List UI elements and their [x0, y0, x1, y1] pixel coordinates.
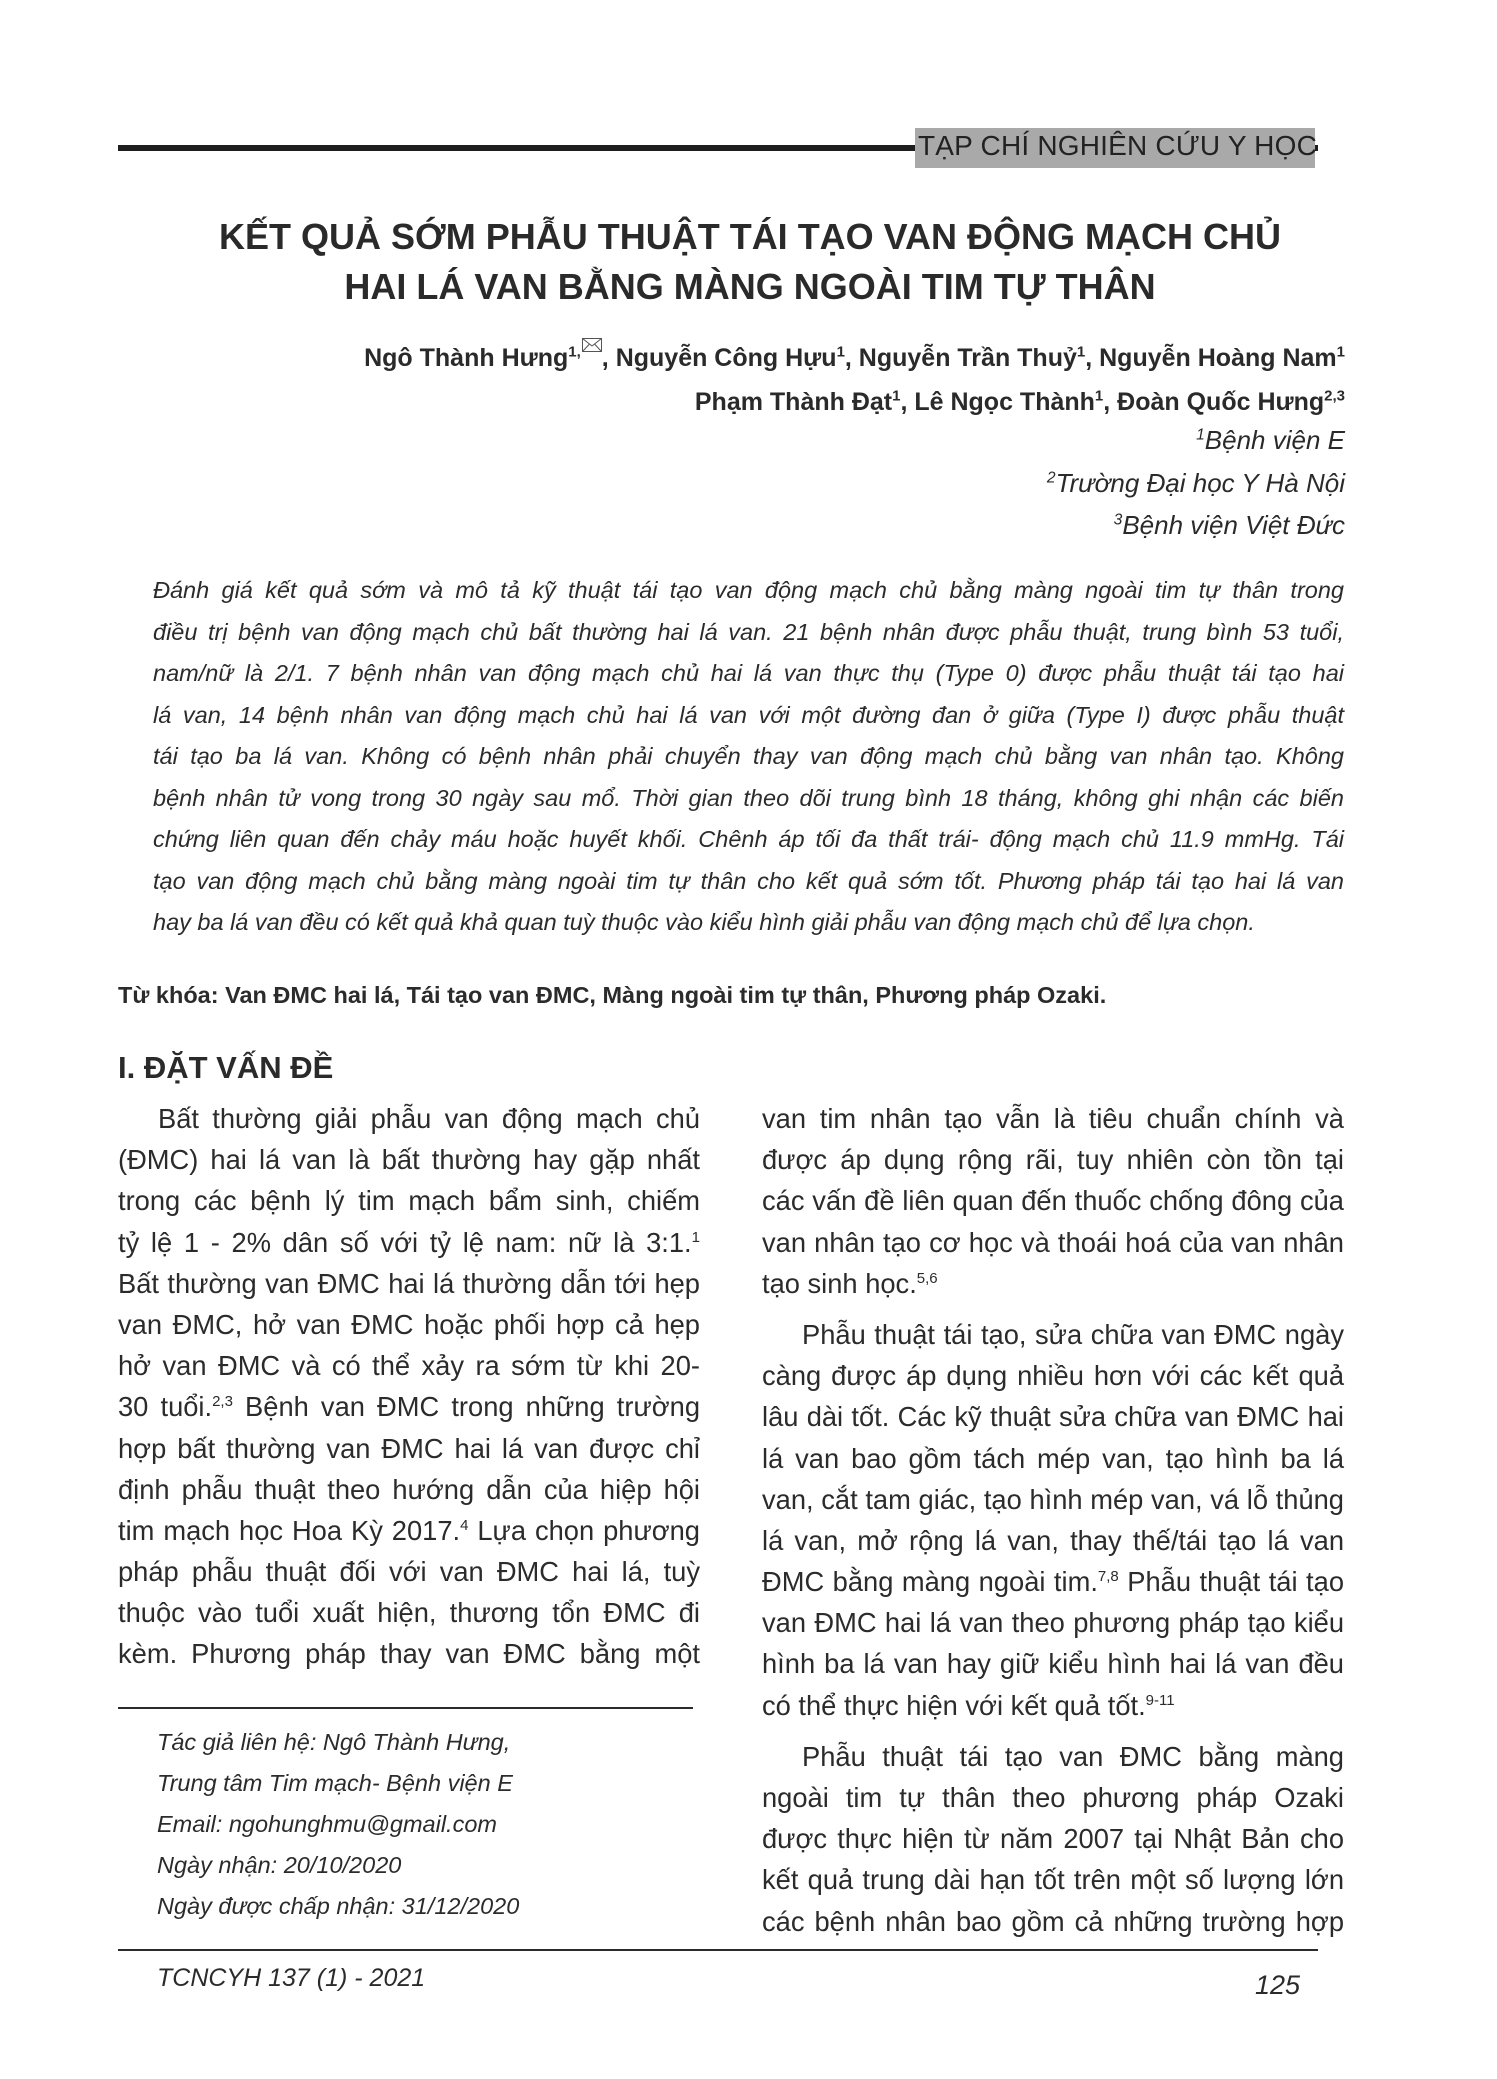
section-heading: I. ĐẶT VẤN ĐỀ — [118, 1050, 334, 1085]
body-line: van ĐMC, hở van ĐMC hoặc phối hợp cả hẹp — [118, 1308, 700, 1340]
body-line: Bất thường giải phẫu van động mạch chủ — [158, 1103, 700, 1134]
authors-line-2 — [695, 388, 1345, 417]
affiliation-name: Trường Đại học Y Hà Nội — [1055, 468, 1345, 498]
abstract-line: nam/nữ là 2/1. 7 bệnh nhân van động mạch chủ hai lá van thực thụ (Type 0) được phẫu thuật tái tạo hai — [153, 660, 1344, 686]
authors-line-1 — [364, 344, 1345, 373]
abstract-line: Đánh giá kết quả sớm và mô tả kỹ thuật tái tạo van động mạch chủ bằng màng ngoài tim tự thân trong — [153, 577, 1344, 603]
body-line: định phẫu thuật theo hướng dẫn của hiệp hội — [118, 1473, 700, 1505]
author-sup: 1, — [568, 343, 581, 361]
author-name: , Nguyễn Công Hựu — [601, 344, 837, 372]
citation-ref: 1 — [691, 1228, 700, 1246]
body-line: van tim nhân tạo vẫn là tiêu chuẩn chính và — [762, 1103, 1344, 1134]
body-line: pháp phẫu thuật đối với van ĐMC hai lá, tuỳ — [118, 1556, 700, 1588]
body-text: Bệnh van ĐMC trong những trường — [232, 1391, 700, 1423]
affiliation — [1196, 425, 1345, 456]
author-name: Phạm Thành Đạt — [694, 388, 893, 416]
body-text: 30 tuổi. — [118, 1391, 213, 1423]
affiliation-sup: 2 — [1046, 469, 1056, 487]
footer-rule — [118, 1949, 1318, 1951]
footnote-received-date: Ngày nhận: 20/10/2020 — [157, 1852, 402, 1878]
author-sup: 1 — [892, 387, 901, 405]
body-line: lá van, mở rộng lá van, thay thế/tái tạo lá van — [762, 1524, 1344, 1556]
affiliation — [1114, 510, 1345, 541]
body-line: van ĐMC hai lá van theo phương pháp tạo kiểu — [762, 1607, 1344, 1639]
body-line — [762, 1263, 1344, 1304]
footnote-line: Tác giả liên hệ: Ngô Thành Hưng, — [157, 1729, 511, 1755]
body-line: ngoài tim tự thân theo phương pháp Ozaki — [762, 1782, 1344, 1813]
citation-ref: 2,3 — [212, 1393, 233, 1411]
abstract-line: chứng liên quan đến chảy máu hoặc huyết khối. Chênh áp tối đa thất trái- động mạch chủ 11.9 mmHg. Tái — [153, 826, 1344, 852]
abstract-line: tái tạo ba lá van. Không có bệnh nhân phải chuyển thay van động mạch chủ bằng van nhân tạo. Không — [153, 743, 1344, 769]
keywords: Từ khóa: Van ĐMC hai lá, Tái tạo van ĐMC, Màng ngoài tim tự thân, Phương pháp Ozaki. — [118, 982, 1107, 1008]
body-line: thuộc vào tuổi xuất hiện, thương tổn ĐMC đi — [118, 1597, 700, 1629]
body-line: van nhân tạo cơ học và thoái hoá của van nhân — [762, 1226, 1344, 1258]
body-line: trong các bệnh lý tim mạch bẩm sinh, chiếm — [118, 1185, 700, 1217]
article-title-line-1: KẾT QUẢ SỚM PHẪU THUẬT TÁI TẠO VAN ĐỘNG MẠCH CHỦ — [219, 216, 1281, 257]
body-text: Lựa chọn phương — [468, 1514, 700, 1546]
body-line: Phẫu thuật tái tạo van ĐMC bằng màng — [802, 1740, 1344, 1772]
body-text: có thể thực hiện với kết quả tốt. — [762, 1689, 1146, 1721]
body-line: (ĐMC) hai lá van là bất thường hay gặp nhất — [118, 1144, 700, 1176]
abstract-line: tạo van động mạch chủ bằng màng ngoài tim tự thân cho kết quả sớm tốt. Phương pháp tái tạo hai lá van — [153, 867, 1344, 894]
body-text: ĐMC bằng màng ngoài tim. — [762, 1566, 1098, 1598]
body-line: kèm. Phương pháp thay van ĐMC bằng một — [118, 1638, 700, 1670]
author-sup: 2,3 — [1324, 387, 1345, 405]
abstract-line: lá van, 14 bệnh nhân van động mạch chủ hai lá van với một đường đan ở giữa (Type I) được phẫu thuật — [153, 701, 1344, 728]
author-sup: 1 — [1336, 343, 1345, 361]
correspondence-footnote — [157, 1722, 519, 1927]
footnote-line: Trung tâm Tim mạch- Bệnh viện E — [157, 1770, 513, 1796]
body-line — [762, 1685, 1344, 1726]
body-line: hở van ĐMC và có thể xảy ra sớm từ khi 20- — [118, 1350, 700, 1382]
body-line — [118, 1510, 700, 1551]
body-text: Phẫu thuật tái tạo — [1118, 1566, 1344, 1598]
body-line: kết quả trung dài hạn tốt trên một số lượng lớn — [762, 1864, 1344, 1896]
body-line — [118, 1222, 700, 1263]
abstract-line: điều trị bệnh van động mạch chủ bất thường hai lá van. 21 bệnh nhân được phẫu thuật, trung bình 53 tuổi, — [153, 618, 1344, 645]
body-column-left — [118, 1098, 700, 1675]
body-line: van, cắt tam giác, tạo hình mép van, vá lỗ thủng — [762, 1483, 1344, 1515]
author-sup: 1 — [1094, 387, 1104, 405]
body-line: càng được áp dụng nhiều hơn với các kết quả — [762, 1360, 1344, 1392]
citation-ref: 7,8 — [1097, 1567, 1119, 1585]
body-text: tim mạch học Hoa Kỳ 2017. — [118, 1514, 461, 1546]
body-text: tạo sinh học. — [762, 1267, 917, 1299]
author-sup: 1 — [836, 343, 845, 361]
body-line — [762, 1561, 1344, 1602]
author-name: Ngô Thành Hưng — [364, 344, 569, 372]
body-line — [118, 1386, 700, 1427]
body-line: lá van bao gồm tách mép van, tạo hình ba lá — [762, 1442, 1344, 1474]
author-sup: 1 — [1076, 343, 1086, 361]
abstract-line: bệnh nhân tử vong trong 30 ngày sau mổ. Thời gian theo dõi trung bình 18 tháng, không ghi nhận các biến — [153, 784, 1344, 811]
article-title-line-2: HAI LÁ VAN BẰNG MÀNG NGOÀI TIM TỰ THÂN — [344, 266, 1156, 307]
body-line: các vấn đề liên quan đến thuốc chống đông của — [762, 1185, 1344, 1217]
affiliation-name: Bệnh viện E — [1204, 425, 1345, 455]
body-line: lâu dài tốt. Các kỹ thuật sửa chữa van ĐMC hai — [762, 1401, 1344, 1433]
affiliation-sup: 1 — [1196, 426, 1205, 444]
citation-ref: 5,6 — [916, 1269, 938, 1287]
body-column-right — [762, 1098, 1344, 1942]
abstract-line: hay ba lá van đều có kết quả khả quan tuỳ thuộc vào kiểu hình giải phẫu van động mạch chủ để lựa chọn. — [153, 909, 1255, 935]
footnote-email: Email: ngohunghmu@gmail.com — [157, 1811, 497, 1837]
page-number: 125 — [1255, 1970, 1301, 2000]
footnote-accepted-date: Ngày được chấp nhận: 31/12/2020 — [157, 1893, 520, 1919]
author-name: , Nguyễn Hoàng Nam — [1085, 344, 1337, 372]
body-line: hình ba lá van hay giữ kiểu hình hai lá van đều — [762, 1648, 1344, 1680]
body-line: Bất thường van ĐMC hai lá thường dẫn tới hẹp — [118, 1267, 700, 1299]
body-line: các bệnh nhân bao gồm cả những trường hợp — [762, 1905, 1344, 1937]
abstract — [153, 570, 1344, 944]
author-name: , Đoàn Quốc Hưng — [1103, 388, 1325, 416]
body-line: Phẫu thuật tái tạo, sửa chữa van ĐMC ngày — [802, 1318, 1344, 1350]
author-name: , Nguyễn Trần Thuỷ — [844, 344, 1077, 372]
author-name: , Lê Ngọc Thành — [900, 388, 1095, 416]
body-line: được thực hiện từ năm 2007 tại Nhật Bản cho — [762, 1823, 1344, 1855]
journal-name: TẠP CHÍ NGHIÊN CỨU Y HỌC — [918, 130, 1318, 161]
footnote-rule — [118, 1707, 693, 1709]
citation-ref: 4 — [460, 1516, 469, 1534]
affiliation-sup: 3 — [1113, 511, 1123, 529]
affiliation-name: Bệnh viện Việt Đức — [1122, 510, 1345, 540]
envelope-icon — [582, 338, 602, 352]
body-text: tỷ lệ 1 - 2% dân số với tỷ lệ nam: nữ là 3:1. — [118, 1226, 692, 1258]
footer-citation: TCNCYH 137 (1) - 2021 — [157, 1964, 426, 1992]
body-line: được áp dụng rộng rãi, tuy nhiên còn tồn tại — [762, 1144, 1344, 1176]
affiliation — [1047, 468, 1345, 499]
citation-ref: 9-11 — [1145, 1691, 1175, 1709]
body-line: hợp bất thường van ĐMC hai lá van được chỉ — [118, 1432, 700, 1464]
